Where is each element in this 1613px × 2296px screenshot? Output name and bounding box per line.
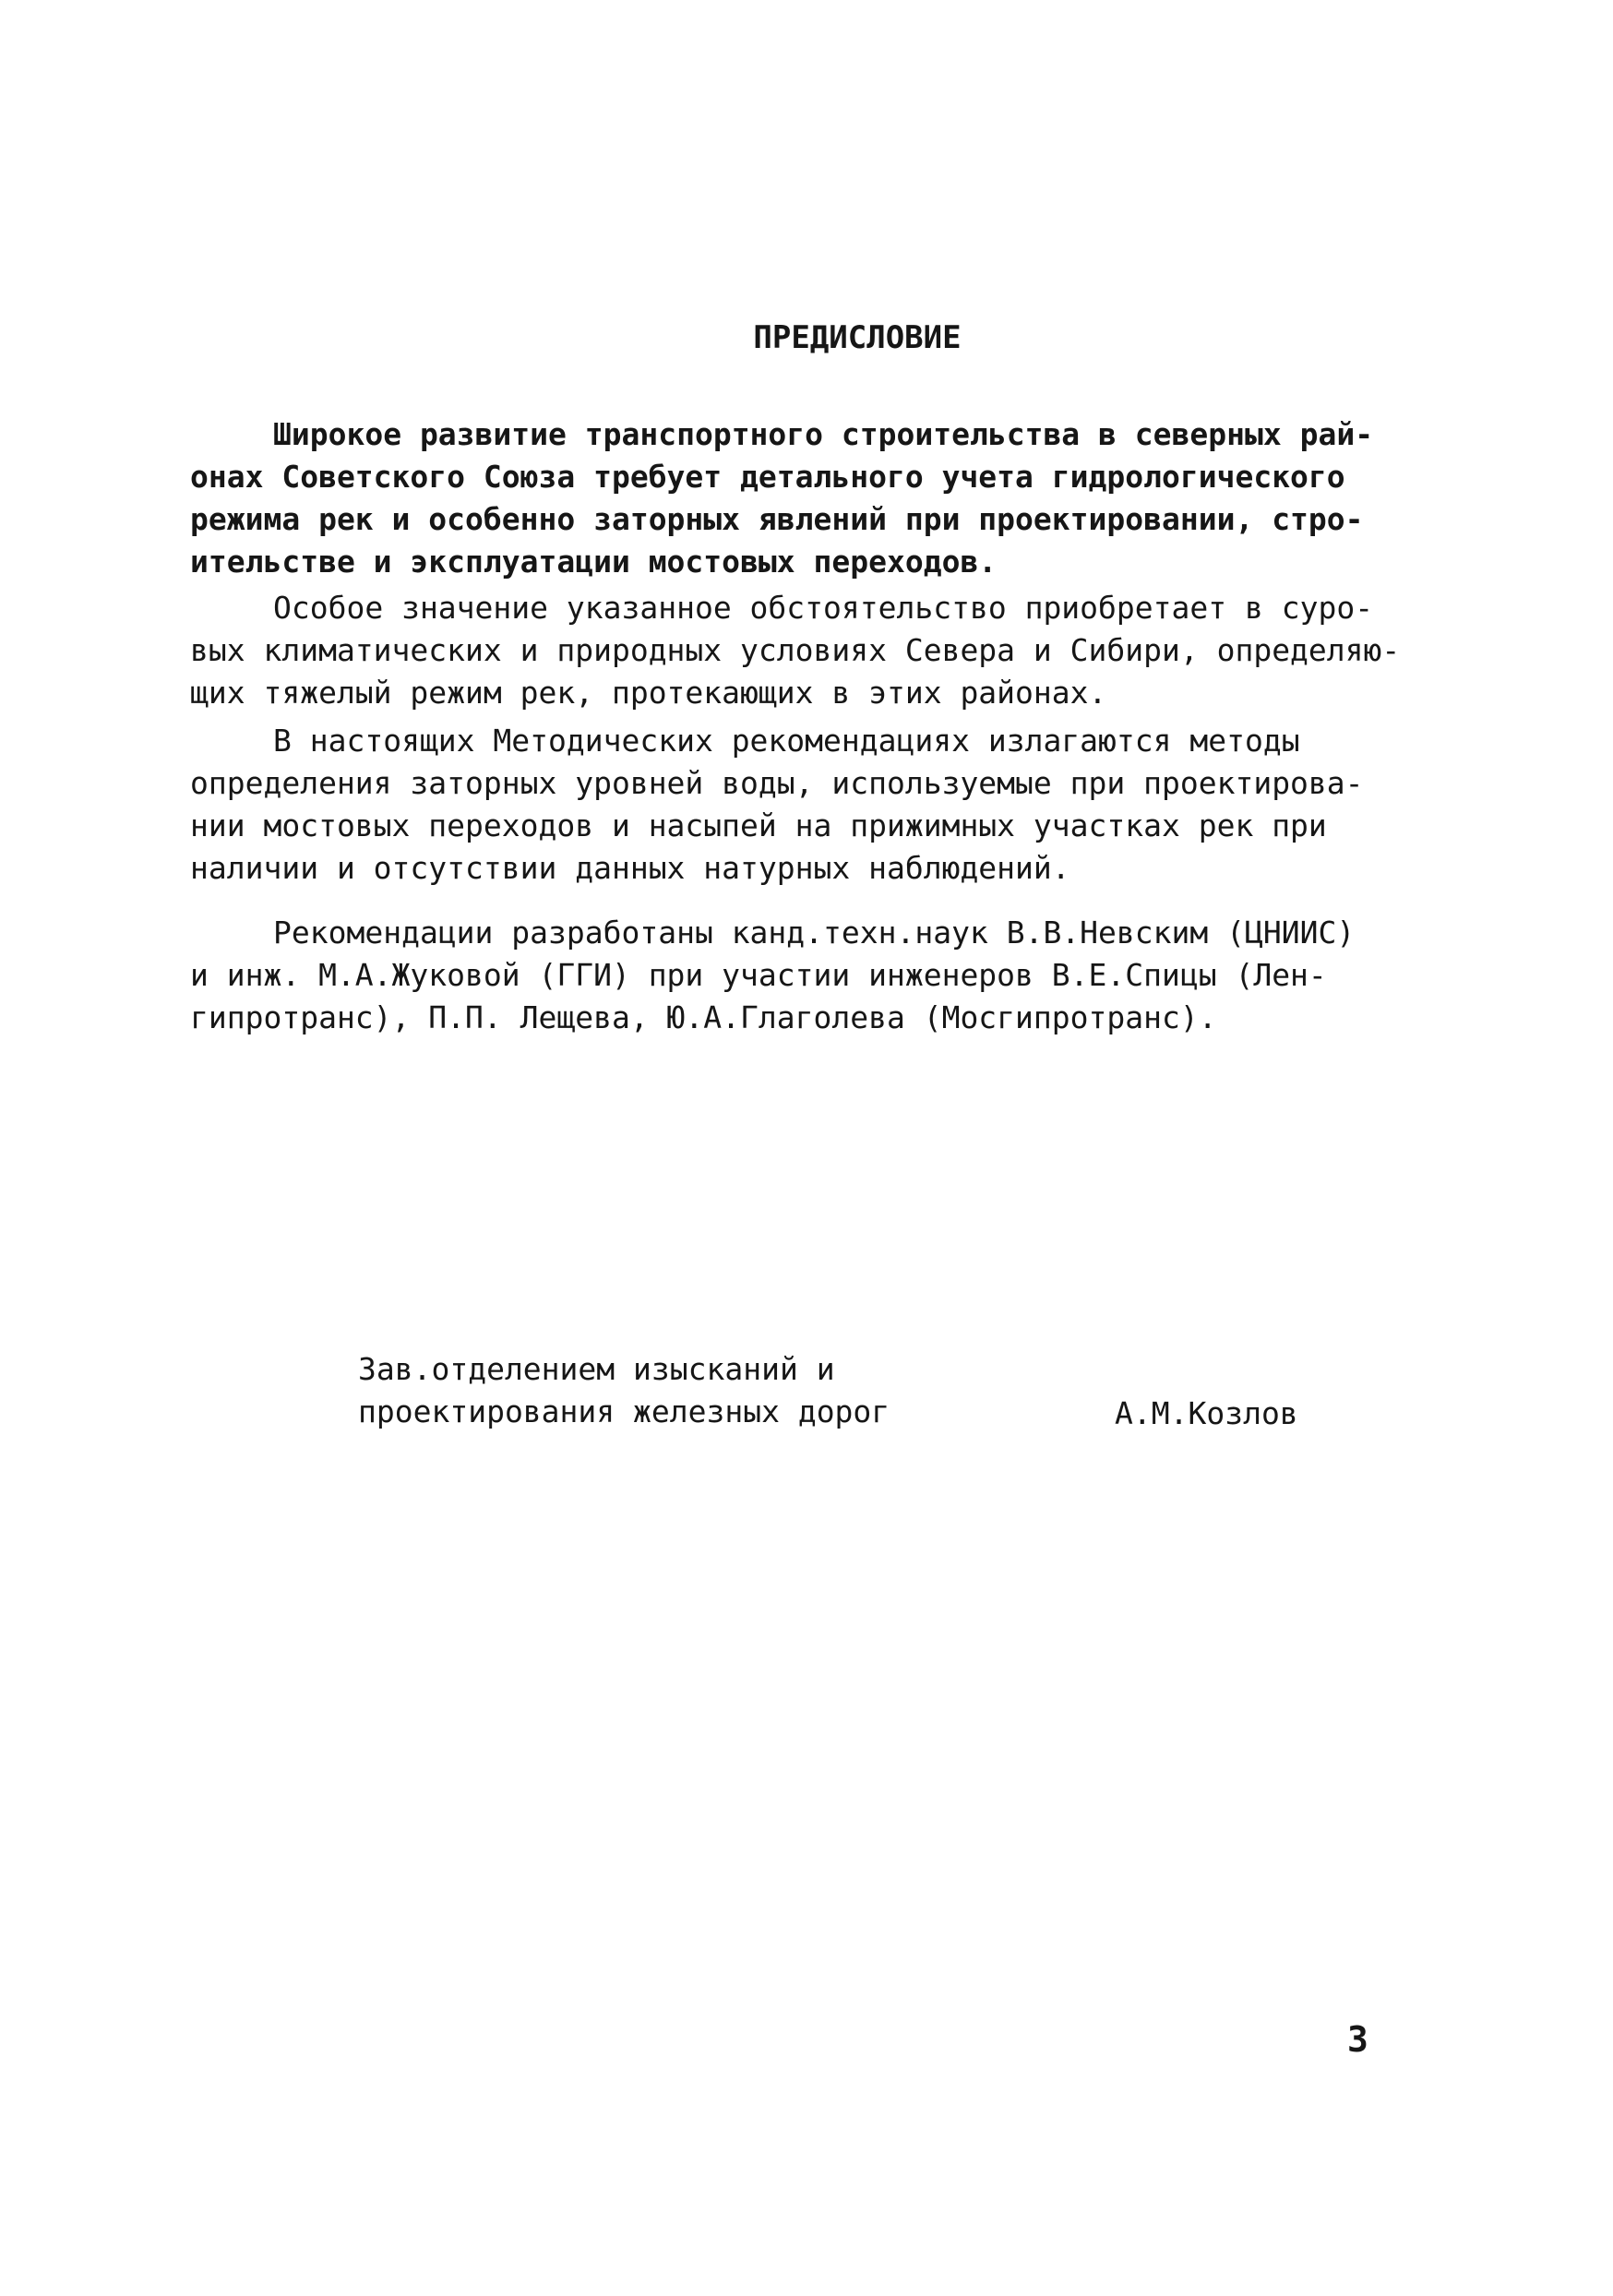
signatory-name: А.М.Козлов xyxy=(1115,1395,1298,1431)
paragraph-1 xyxy=(190,413,1408,583)
paragraph-line: наличии и отсутствии данных натурных наблюдений. xyxy=(190,850,1070,886)
paragraph-line: режима рек и особенно заторных явлений при проектировании, стро- xyxy=(190,501,1364,537)
paragraph-line: ительстве и эксплуатации мостовых переходов. xyxy=(190,544,998,580)
page-number: 3 xyxy=(1347,2019,1368,2060)
signatory-position-line: Зав.отделением изысканий и xyxy=(358,1351,835,1387)
signatory-position-line: проектирования железных дорог xyxy=(358,1393,890,1429)
paragraph-line: Рекомендации разработаны канд.техн.наук В.В.Невским (ЦНИИС) xyxy=(273,915,1356,951)
paragraph-line: щих тяжелый режим рек, протекающих в этих районах. xyxy=(190,675,1107,711)
paragraph-4 xyxy=(190,912,1408,1039)
paragraph-line: Особое значение указанное обстоятельство приобретает в суро- xyxy=(273,590,1374,626)
paragraph-line: определения заторных уровней воды, используемые при проектирова- xyxy=(190,765,1364,801)
paragraph-2 xyxy=(190,587,1408,714)
paragraph-line: онах Советского Союза требует детального учета гидрологического xyxy=(190,459,1345,495)
paragraph-line: гипротранс), П.П. Лещева, Ю.А.Глаголева (Мосгипротранс). xyxy=(190,999,1217,1035)
page-heading: ПРЕДИСЛОВИЕ xyxy=(753,319,962,356)
signatory-position xyxy=(358,1347,890,1432)
paragraph-3 xyxy=(190,720,1408,890)
paragraph-line: Широкое развитие транспортного строительства в северных рай- xyxy=(273,416,1374,452)
paragraph-line: вых климатических и природных условиях Севера и Сибири, определяю- xyxy=(190,632,1401,668)
paragraph-line: и инж. М.А.Жуковой (ГГИ) при участии инженеров В.Е.Спицы (Лен- xyxy=(190,957,1327,993)
paragraph-line: нии мостовых переходов и насыпей на прижимных участках рек при xyxy=(190,807,1327,843)
paragraph-line: В настоящих Методических рекомендациях излагаются методы xyxy=(273,723,1300,759)
